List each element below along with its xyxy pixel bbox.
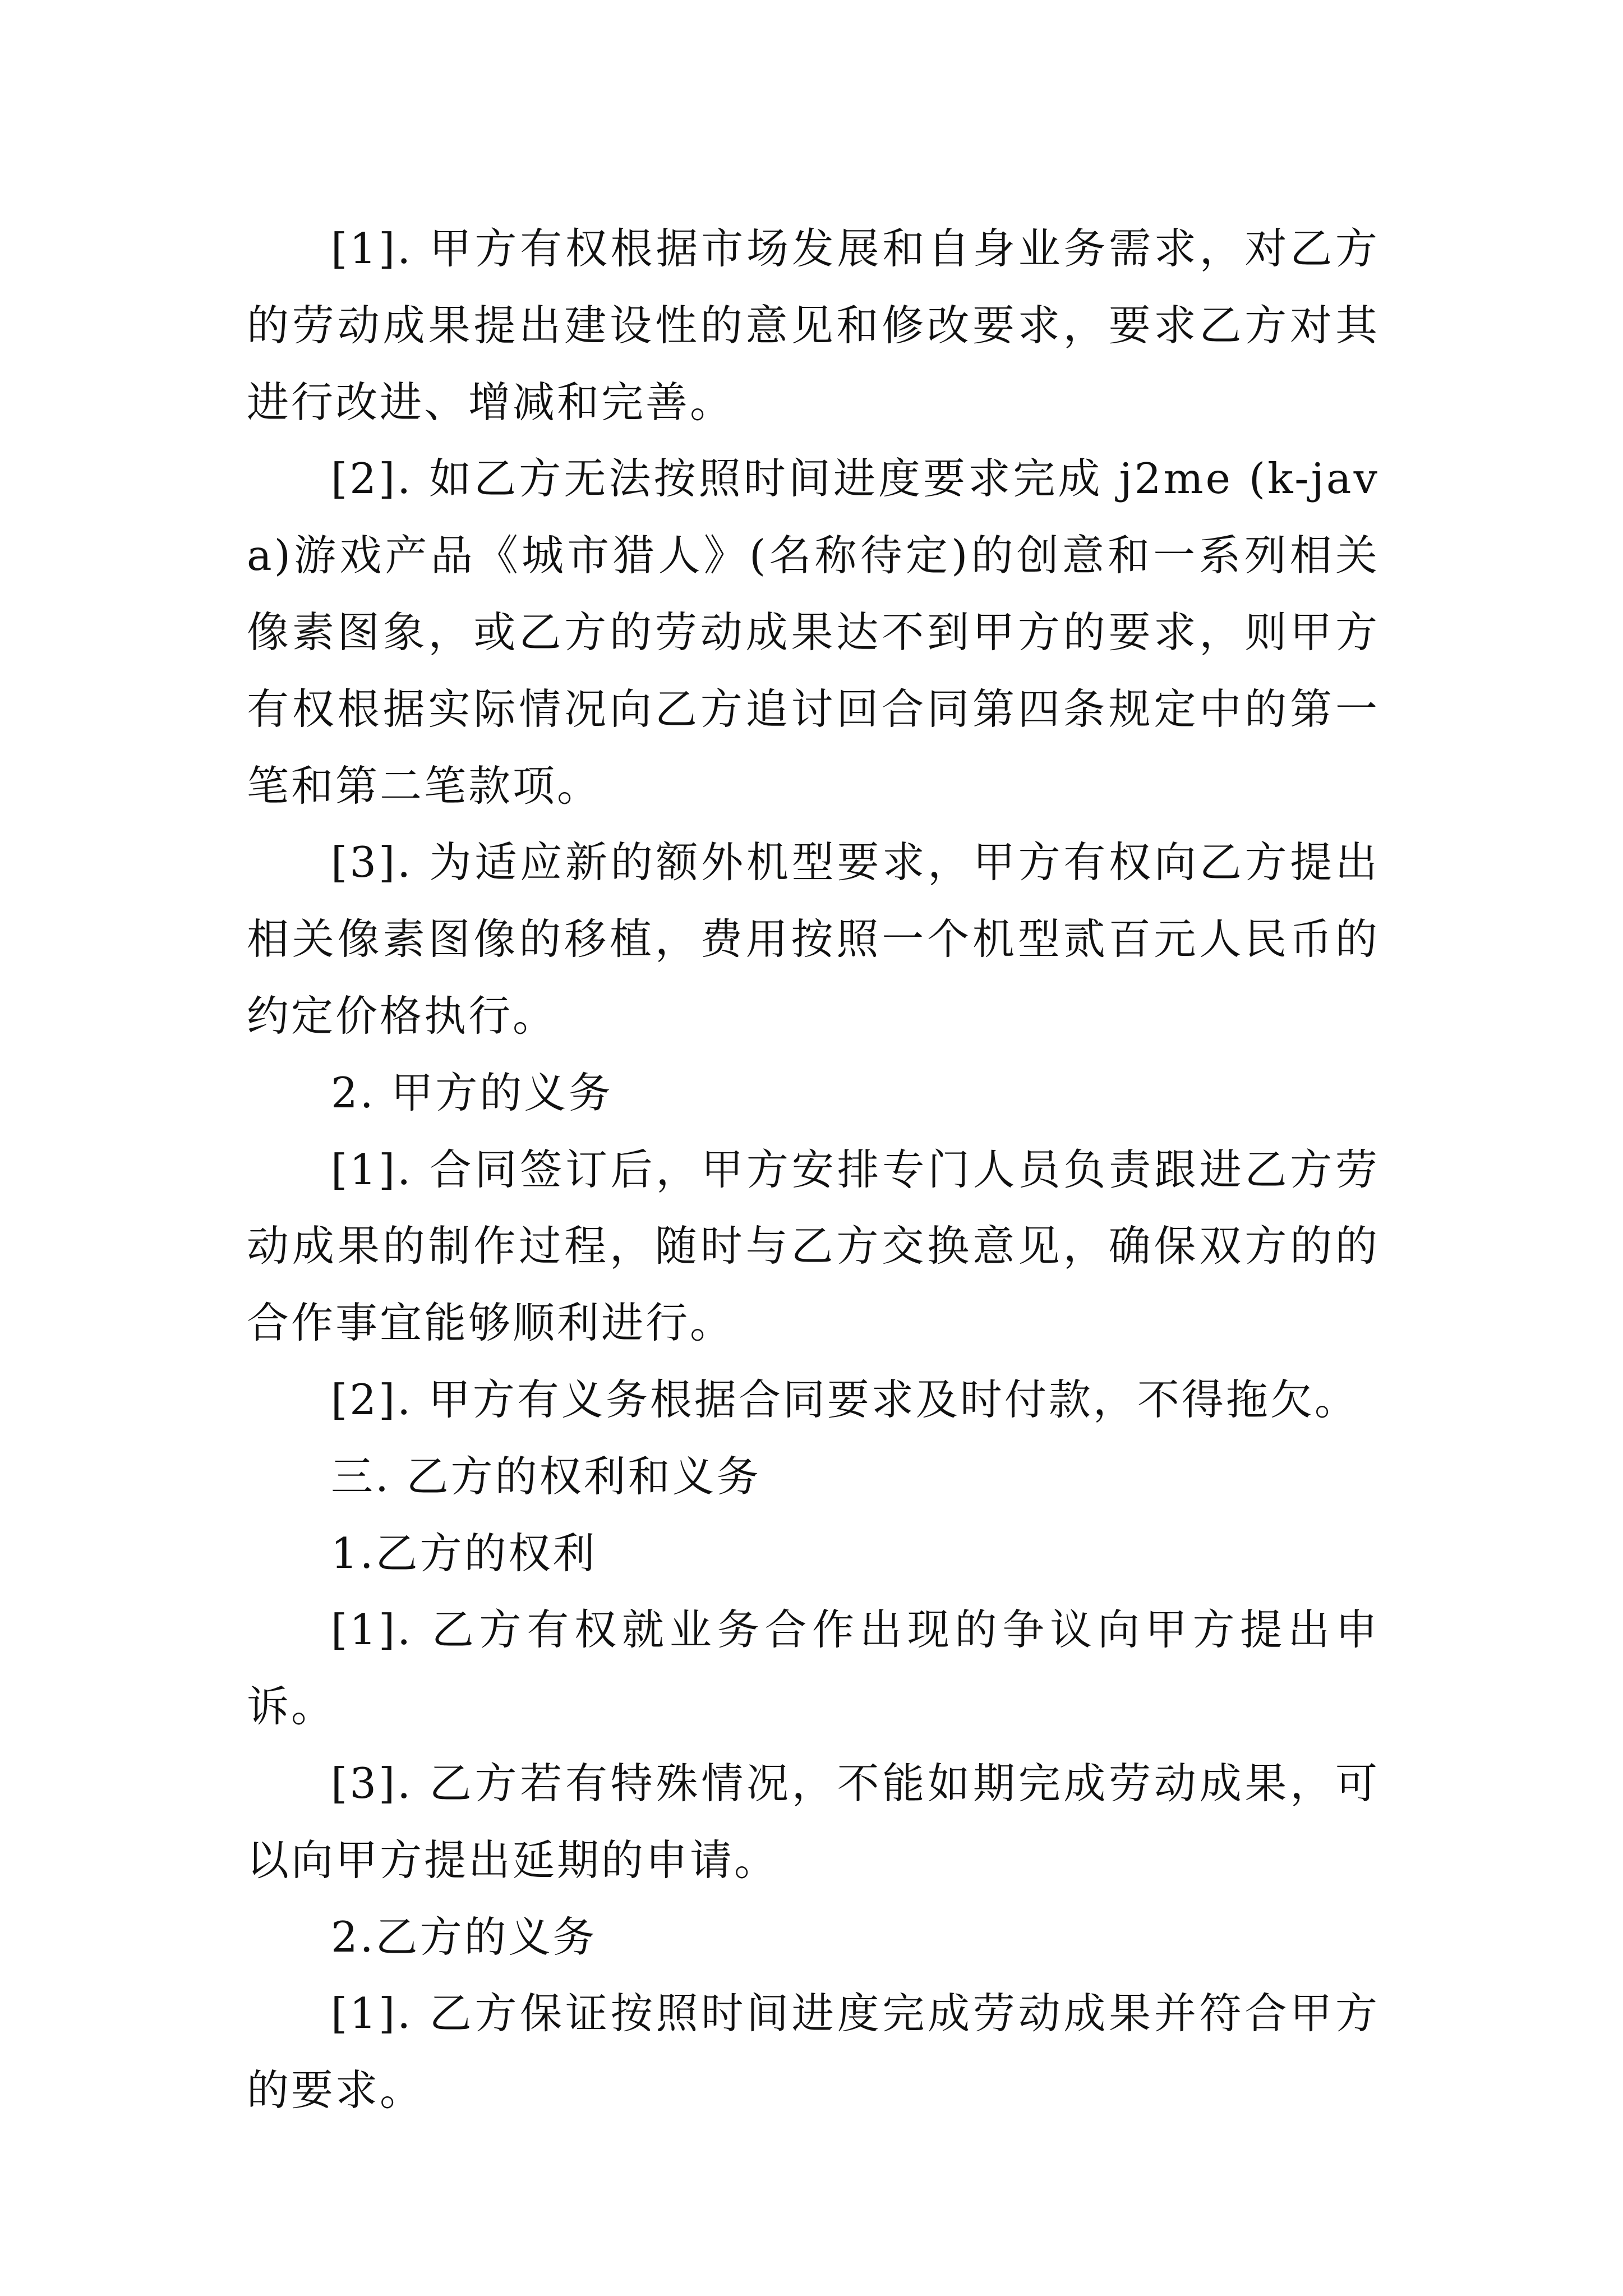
section-heading-party-a-obligations: 2. 甲方的义务: [331, 1068, 613, 1117]
section-heading-party-b-rights-obligations: 三. 乙方的权利和义务: [331, 1451, 761, 1501]
paragraph-party-a-right-1: [1]. 甲方有权根据市场发展和自身业务需求，对乙方的劳动成果提出建设性的意见和修改要求，要求乙方对其进行改进、增减和完善。: [247, 224, 1380, 427]
paragraph-party-b-right-1: [1]. 乙方有权就业务合作出现的争议向甲方提出申诉。: [247, 1605, 1380, 1732]
paragraph-party-a-obligation-2: [2]. 甲方有义务根据合同要求及时付款，不得拖欠。: [331, 1374, 1359, 1424]
paragraph-party-b-obligation-1: [1]. 乙方保证按照时间进度完成劳动成果并符合甲方的要求。: [247, 1989, 1380, 2115]
paragraph-party-b-right-3: [3]. 乙方若有特殊情况，不能如期完成劳动成果，可以向甲方提出延期的申请。: [247, 1758, 1380, 1885]
section-heading-party-b-obligations: 2.乙方的义务: [331, 1912, 597, 1962]
paragraph-party-a-obligation-1: [1]. 合同签订后，甲方安排专门人员负责跟进乙方劳动成果的制作过程，随时与乙方交换意见，确保双方的的合作事宜能够顺利进行。: [247, 1144, 1380, 1348]
section-heading-party-b-rights: 1.乙方的权利: [331, 1528, 597, 1578]
document-body: [247, 210, 1380, 2129]
paragraph-party-a-right-3: [3]. 为适应新的额外机型要求，甲方有权向乙方提出相关像素图像的移植，费用按照一个机型贰百元人民币的约定价格执行。: [247, 838, 1380, 1041]
paragraph-party-a-right-2: [2]. 如乙方无法按照时间进度要求完成 j2me (k-java)游戏产品《城市猎人》(名称待定)的创意和一系列相关像素图象，或乙方的劳动成果达不到甲方的要求，则甲方有权根据实际情况向乙方追讨回合同第四条规定中的第一笔和第二笔款项。: [247, 454, 1380, 811]
